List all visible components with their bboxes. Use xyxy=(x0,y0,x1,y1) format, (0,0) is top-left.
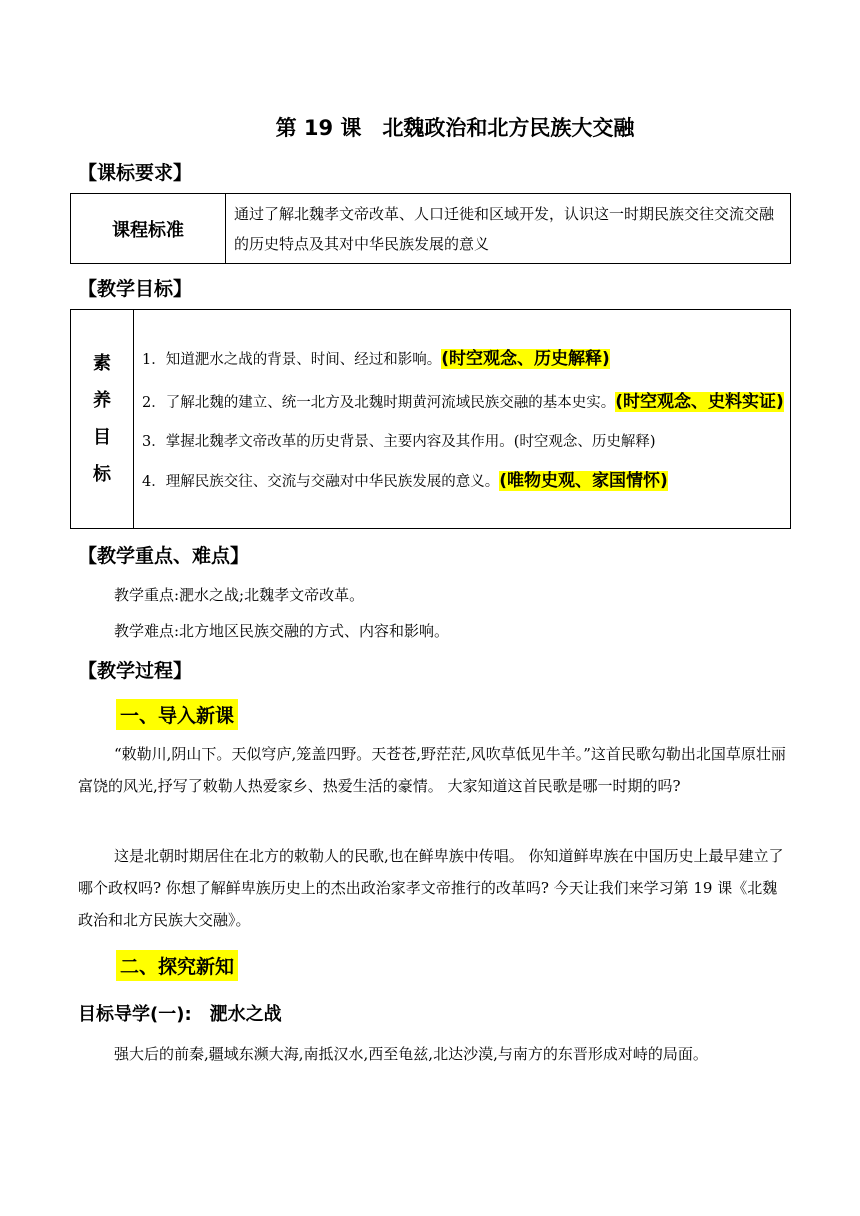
objective-item: 2．了解北魏的建立、统一北方及北魏时期黄河流域民族交融的基本史实。(时空观念、史料实证) xyxy=(142,391,784,412)
objective-item: 3．掌握北魏孝文帝改革的历史背景、主要内容及其作用。(时空观念、历史解释) xyxy=(142,433,656,450)
section-explore: 二、探究新知 xyxy=(116,950,238,981)
target-heading-1: 目标导学(一): 淝水之战 xyxy=(78,1004,282,1025)
objective-tag: (唯物史观、家国情怀) xyxy=(499,470,668,491)
label-char: 素 xyxy=(93,353,111,374)
standard-text: 通过了解北魏孝文帝改革、人口迁徙和区域开发，认识这一时期民族交往交流交融的历史特点及其对中华民族发展的意义 xyxy=(226,194,791,264)
intro-paragraph-1: “敕勒川,阴山下。天似穹庐,笼盖四野。天苍苍,野茫茫,风吹草低见牛羊。”这首民歌勾勒出北国草原壮丽富饶的风光,抒写了敕勒人热爱家乡、热爱生活的豪情。 大家知道这首民歌是哪一时期的吗? xyxy=(78,745,786,795)
body-paragraph-1: 强大后的前秦,疆域东濒大海,南抵汉水,西至龟兹,北达沙漠,与南方的东晋形成对峙的局面。 xyxy=(114,1045,708,1063)
objective-tag: (时空观念、史料实证) xyxy=(615,391,784,412)
objectives-table xyxy=(70,309,791,529)
difficult-point: 教学难点:北方地区民族交融的方式、内容和影响。 xyxy=(114,622,450,640)
heading-keypoints: 【教学重点、难点】 xyxy=(78,545,250,567)
standard-table xyxy=(70,193,791,264)
label-char: 标 xyxy=(93,464,111,485)
key-point: 教学重点:淝水之战;北魏孝文帝改革。 xyxy=(114,586,365,604)
objective-item: 4．理解民族交往、交流与交融对中华民族发展的意义。(唯物史观、家国情怀) xyxy=(142,470,668,491)
heading-objectives: 【教学目标】 xyxy=(78,278,193,300)
objective-tag: (时空观念、历史解释) xyxy=(441,348,610,369)
objective-item: 1．知道淝水之战的背景、时间、经过和影响。(时空观念、历史解释) xyxy=(142,348,610,369)
standard-label: 课程标准 xyxy=(71,194,226,264)
intro-paragraph-2: 这是北朝时期居住在北方的敕勒人的民歌,也在鲜卑族中传唱。 你知道鲜卑族在中国历史上最早建立了哪个政权吗? 你想了解鲜卑族历史上的杰出政治家孝文帝推行的改革吗? 今天让我们来学习第 19 课《北魏政治和北方民族大交融》。 xyxy=(78,847,784,929)
label-char: 目 xyxy=(93,427,111,448)
label-char: 养 xyxy=(93,390,111,411)
section-intro: 一、导入新课 xyxy=(116,699,238,730)
heading-process: 【教学过程】 xyxy=(78,660,193,682)
objectives-label xyxy=(71,310,134,529)
heading-requirements: 【课标要求】 xyxy=(78,162,193,184)
objectives-list xyxy=(134,310,791,529)
lesson-title: 第 19 课 北魏政治和北方民族大交融 xyxy=(275,116,635,140)
